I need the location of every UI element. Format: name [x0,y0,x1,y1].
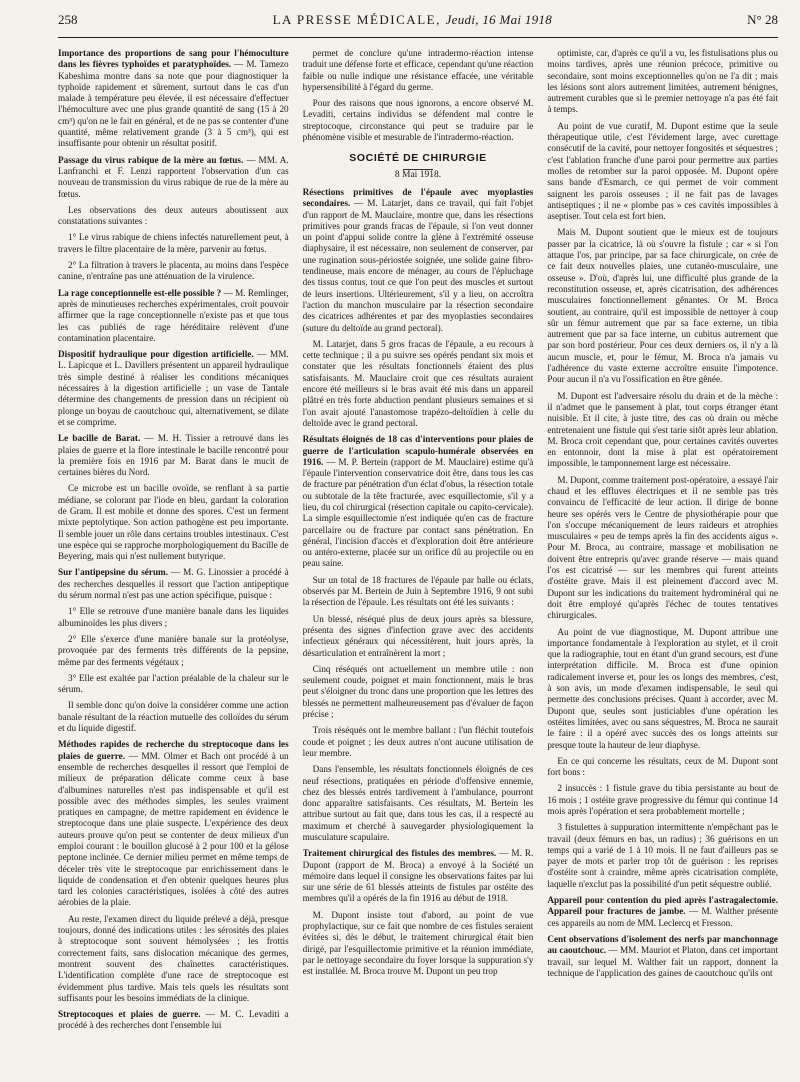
section-heading: SOCIÉTÉ DE CHIRURGIE [349,152,487,165]
article-body: — MM. Mauriot et Platon, dans cet important travail, sur lequel M. Walther fait un rapport, donnent la technique de l'application des gaines de caoutchouc qu'ils ont [547,945,778,978]
article-title: Résultats éloignés de 18 cas d'interventions pour plaies de guerre de l'articulation scapulo-humérale observées en 1916. [302,434,534,467]
article-title: Le bacille de Barat. [58,433,141,444]
issue-number: N° 28 [747,12,778,27]
body-paragraph: Les observations des deux auteurs aboutissent aux constatations suivantes : [58,204,289,227]
article-title: Appareil pour contention du pied après l'astragalectomie. Appareil pour fractures de jambe. [547,895,778,917]
article-body: — MM. L. Lapicque et L. Davillers présentent un appareil hydraulique très simple destiné à réaliser les conditions mécaniques nécessaires à la digestion artificielle ; un vase de Tantale détermine des changements de pression dans un récipient où plonge un boyau de caoutchouc qui, alternativement, se dilate et se comprime. [58,349,289,427]
body-paragraph: 3 fistulettes à suppuration intermittente n'empêchant pas le travail (deux fémurs en bas, un radius) ; 36 guérisons en un temps qui a varié de 1 à 10 mois. Il ne faut d'ailleurs pas se payer de mots et parler trop tôt de guérison : les reprises d'ostéite sont à craindre, même après cicatrisation complète, laquelle n'exclut pas la possibilité d'un petit séquestre oublié. [547,822,778,889]
article-body: — MM. A. Lanfranchi et F. Lenzi rapportent l'observation d'un cas nouveau de transmission du virus rabique de rue de la mère au fœtus. [58,154,289,199]
column-2 [303,48,534,1078]
article-paragraph [58,433,289,478]
article-title: La rage conceptionnelle est-elle possible ? [58,287,222,298]
article-title: Résections primitives de l'épaule avec myoplasties secondaires. [302,186,534,209]
body-paragraph: Au reste, l'examen direct du liquide prélevé a déjà, presque toujours, donné des indications utiles : les sérosités des plaies à streptocoque sont souvent hémolysées ; les frottis correctement faits, sans dislocation mécanique des germes, montrent souvent des chaînettes caractéristiques. L'identification complète d'une race de streptocoque est évidemment plus tardive. Mais tels quels les résultats sont suffisants pour les besoins immédiats de la clinique. [58,913,289,1003]
body-paragraph: 3° Elle est exaltée par l'action préalable de la chaleur sur le sérum. [58,672,289,695]
body-paragraph: 2° La filtration à travers le placenta, au moins dans l'espèce canine, n'entraîne pas une atténuation de la virulence. [58,260,289,282]
article-body: — M. Tamezo Kabeshima montre dans sa note que pour diagnostiquer la typhoïde rapidement et sûrement, surtout dans le cas d'un malade à température peu élevée, il est nécessaire d'effectuer l'hémoculture avec une plus grande quantité de sang (15 à 20 cm³) qu'on ne le fait en général, et de ne pas se contenter d'une quantité, même relativement grande (3 à 5 cm³), qui est insuffisante pour obtenir un résultat positif. [58,59,289,149]
body-paragraph: M. Dupont, comme traitement post-opératoire, a essayé l'air chaud et les effluves électriques et il ne semble pas très convaincu de l'efficacité de leur action. Il dirige de bonne heure ses opérés vers le Centre de physiothérapie pour que l'on s'occupe mécaniquement de leurs raideurs et atrophies musculaires « peu de temps après la fin des accidents aigus ». Pour M. Broca, au contraire, massage et mobilisation ne doivent être entrepris qu'avec grande réserve — mais quand l'os est cicatrisé — sur les membres qui furent atteints d'ostéite grave. Mais il est pleinement d'accord avec M. Dupont sur les indications du traitement hydrominéral qui ne doit être employé qu'après l'échec de toutes tentatives chirurgicales. [547,474,778,621]
article-paragraph [58,48,289,150]
body-paragraph: En ce qui concerne les résultats, ceux de M. Dupont sont fort bons : [547,755,778,778]
article-body: — M. Walther présente ces appareils au nom de MM. Leclercq et Fresson. [547,906,778,928]
page-header [58,12,778,38]
article-paragraph [58,349,289,428]
body-paragraph: M. Latarjet, dans 5 gros fracas de l'épaule, a eu recours à cette technique ; il a pu suivre ses opérés pendant six mois et constater que les résultats fonctionnels étaient des plus satisfaisants. M. Mauclaire croit que ces résultats auraient encore été meilleurs si le bras avait été mis dans un appareil plâtré en très forte abduction pendant plusieurs semaines et si l'on avait ajouté l'anastomose trapézo-deltoïdien à celle du deltoïde avec le grand pectoral. [302,338,534,428]
body-paragraph: Cinq réséqués ont actuellement un membre utile : non seulement coude, poignet et main fonctionnent, mais le bras peut s'éloigner du tronc dans une proportion que les lettres des blessés ne permettent malheureusement pas d'évaluer de façon précise ; [302,663,534,720]
text-columns [58,48,778,1078]
body-paragraph: Sur un total de 18 fractures de l'épaule par balle ou éclats, observés par M. Bertein de Juin à Septembre 1916, 9 ont subi la résection de l'épaule. Les résultats ont été les suivants : [302,574,534,608]
body-paragraph: Il semble donc qu'on doive la considérer comme une action banale résultant de la réaction mutuelle des colloïdes du sérum et du liquide digestif. [58,700,289,734]
column-1 [58,48,289,1078]
article-paragraph [58,739,289,908]
section-date: 8 Mai 1918. [394,169,442,180]
column-3 [547,48,778,1078]
article-body: — M. C. Levaditi a procédé à des recherches dont l'ensemble lui [58,1009,289,1031]
issue-date: Jeudi, 16 Mai 1918 [445,12,553,27]
body-paragraph: Au point de vue curatif, M. Dupont estime que la seule thérapeutique utile, c'est l'évidement large, avec curettage consécutif de la cavité, pour nettoyer fongosités et séquestres ; c'est l'ablation franche d'une paroi pour permettre aux parties molles de retomber sur la paroi opposée. M. Dupont opère sans bande d'Esmarch, ce qui permet de voir comment saignent les parois osseuses ; il ne fait pas de lavages antiseptiques ; il ne « plombe pas » ces cavités impossibles à aseptiser. Tout cela est fort bien. [547,120,778,222]
article-body: — M. R. Dupont (rapport de M. Broca) a envoyé à la Société un mémoire dans lequel il consigne les observations faites par lui sur une série de 61 blessés atteints de fistules par ostéite des membres qu'il a opérés de la fin 1916 au début de 1918. [302,848,534,904]
article-paragraph [58,1009,289,1032]
article-title: Méthodes rapides de recherche du streptocoque dans les plaies de guerre. [58,739,289,761]
body-paragraph: Trois réséqués ont le membre ballant : l'un fléchit toutefois coude et poignet ; les deux autres n'ont aucune utilisation de leur membre. [302,725,534,758]
article-title: Dispositif hydraulique pour digestion artificielle. [58,349,254,360]
body-paragraph: Pour des raisons que nous ignorons, a encore observé M. Levaditi, certains individus se défendent mal contre le streptocoque, circonstance qui peut se traduire par le phénomène visible et mesurable de l'intradermo-réaction. [302,98,534,143]
body-paragraph: 1° Le virus rabique de chiens infectés naturellement peut, à travers le filtre placentaire de la mère, parvenir au fœtus. [58,232,289,254]
article-paragraph [303,848,534,904]
article-body: — M. Latarjet, dans ce travail, qui fait l'objet d'un rapport de M. Mauclaire, montre que, dans les résections primitives pour grands fracas de l'épaule, si l'on veut donner un point d'appui solide contre la glène à l'extrémité osseuse diaphysaire, il est nécessaire, non seulement de conserver, par une rugination sous-périostée soignée, une solide gaine fibro-tendineuse, mais encore de ménager, au cours de l'épluchage des tissus contus, tout ce que l'on peut des muscles et surtout de leurs insertions. Ultérieurement, s'il y a lieu, on accroîtra l'action du manchon musculaire par la résection secondaire des cicatrices adhérentes et par des myoplasties secondaires (suture du deltoïde au grand pectoral). [302,198,534,333]
body-paragraph: Au point de vue diagnostique, M. Dupont attribue une importance fondamentale à l'exploration au stylet, et il croit que la radiographie, tout en étant d'un grand secours, est d'une interprétation difficile. M. Broca est d'une opinion radicalement inverse et, pour les os longs des membres, c'est, à son avis, un mode d'examen indispensable, le seul qui permette des conclusions précises. Quant à accorder, avec M. Dupont que, seules sont justiciables d'une opération les ostéites limitées, avec ou sans séquestres, M. Broca ne saurait le faire : il a opéré avec succès des os longs atteints sur presque toute la hauteur de leur diaphyse. [547,626,778,750]
body-paragraph: M. Dupont insiste tout d'abord, au point de vue prophylactique, sur ce fait que nombre de ces fistules seraient évitées si, dès le début, le traitement chirurgical était bien dirigé, par l'esquillectomie primitive et la réunion immédiate, par le nettoyage secondaire du foyer lorsque la suppuration s'y est installée. M. Broca trouve M. Dupont un peu trop [302,909,534,977]
page-number: 258 [58,12,78,27]
article-title: Streptocoques et plaies de guerre. [58,1009,201,1020]
article-title: Importance des proportions de sang pour l'hémoculture dans les fièvres typhoïdes et paratyphoïdes. [58,48,289,70]
article-paragraph [547,934,778,979]
article-body: — M. P. Bertein (rapport de M. Mauclaire) estime qu'à l'épaule l'intervention conservatrice doit être, dans tous les cas de fracture par pénétration d'un éclat d'obus, la résection totale ou subtotale de la tête fracturée, avec esquillectomie, s'il y a lieu, du col chirurgical (résection capitale ou capito-cervicale). La simple esquillectomie n'est indiquée qu'en cas de fracture parcellaire ou de fracture par contact sans pénétration. En général, l'incision d'accès et d'exploration doit être antérieure ou antéro-externe, placée sur un orifice dû au projectile ou en peau saine. [302,456,534,569]
article-paragraph [58,155,289,200]
body-paragraph: Dans l'ensemble, les résultats fonctionnels éloignés de ces neuf résections, pratiquées en période d'offensive ennemie, chez des blessés entrés tardivement à l'ambulance, pourront donc apparaître satisfaisants. Ces résultats, M. Bertein les attribue surtout au fait que, dans tous les cas, il a respecté au maximum et cherché à sauvegarder physiologiquement la musculature scapulaire. [302,764,534,842]
article-title: Cent observations d'isolement des nerfs par manchonnage au caoutchouc. [547,933,778,956]
article-paragraph [303,187,534,334]
article-title: Passage du virus rabique de la mère au fœtus. [58,154,244,165]
body-paragraph: M. Dupont est l'adversaire résolu du drain et de la mèche : il n'admet que le pansement à plat, tout corps étranger étant nuisible. Et il cite, à juste titre, des cas où drain ou mèche entretenaient une fistule qui s'est tarie sitôt après leur ablation. M. Broca croit cependant que, pour certaines cavités ouvertes en entonnoir, dont la mise à plat est opératoirement impossible, le tamponnement large est nécessaire. [547,390,778,469]
body-paragraph: Mais M. Dupont soutient que le mieux est de toujours passer par la cicatrice, là où s'ouvre la fistule ; car « si l'on attaque l'os, par principe, par sa face chirurgicale, on crée de ce fait deux nouvelles plaies, une cutanéo-musculaire, une osseuse ». D'où, d'après lui, une difficulté plus grande de la reconstitution osseuse, et, après cicatrisation, des adhérences musculaires fonctionnellement gênantes. Or M. Broca soutient, au contraire, qu'il est impossible de nettoyer à coup sûr un fémur autrement que par sa face externe, un tibia autrement que par sa face interne, un cubitus autrement que par son bord postérieur. Pour ces deux derniers os, il n'y a là aucun muscle, et, pour le fémur, M. Broca n'a jamais vu l'adhérence du vaste externe accroître ensuite l'impotence. Pour aucun il n'a vu l'ossification en être gênée. [547,227,778,385]
article-body: — M. G. Linossier a procédé à des recherches desquelles il ressort que l'action antipeptique du sérum normal n'est pas une action spécifique, puisque : [58,567,289,601]
body-paragraph: 2° Elle s'exerce d'une manière banale sur la protéolyse, provoquée par des ferments très différents de la pepsine, même par des ferments végétaux ; [58,633,289,667]
article-body: — M. Remlinger, après de minutieuses recherches expérimentales, croit pouvoir affirmer que la rage conceptionnelle n'existe pas et que tous les cas publiés de rage héréditaire relèvent d'une contamination placentaire. [58,287,289,343]
body-paragraph: Un blessé, réséqué plus de deux jours après sa blessure, présenta des signes d'infection grave avec des accidents infectieux généraux qui nécessitèrent, huit jours après, la désarticulation et entraînèrent la mort ; [302,613,534,658]
article-title: Traitement chirurgical des fistules des membres. [302,848,497,859]
body-paragraph: 1° Elle se retrouve d'une manière banale dans les liquides albuminoïdes les plus divers ; [58,606,289,628]
article-paragraph [58,567,289,601]
journal-title [273,12,553,28]
body-paragraph: 2 insuccès : 1 fistule grave du tibia persistante au bout de 16 mois ; 1 ostéite grave progressive du fémur qui continue 14 mois après l'opération et sera probablement mortelle ; [547,783,778,816]
article-title: Sur l'antipepsine du sérum. [58,567,169,578]
body-paragraph: permet de conclure qu'une intradermo-réaction intense traduit une défense forte et efficace, cependant qu'une réaction faible ou nulle indique une résistance effacée, une véritable hypersensibilité à l'égard du germe. [302,48,534,92]
article-body: — M. H. Tissier a retrouvé dans les plaies de guerre et la flore intestinale le bacille rencontré pour la première fois en 1916 par M. Barat dans le mucit de certaines bières du Nord. [58,433,289,478]
article-body: — MM. Olmer et Bach ont procédé à un ensemble de recherches desquelles il ressort que l'emploi de milieux de préparation délicate comme ceux à base d'albumines naturelles n'est pas indispensable et qu'il est possible avec des méthodes simples, les seules vraiment pratiques en campagne, de mettre rapidement en évidence le streptocoque dans une plaie suspecte. L'expérience des deux auteurs prouve qu'on peut se contenter de deux milieux d'un emploi courant : le bouillon glucosé à 2 pour 100 et la gélose peptone inclinée. Ce dernier milieu permet en même temps de déceler très vite le streptocoque par enrichissement dans le liquide de condensation et d'en obtenir quelques heures plus tard les colonies caractéristiques, isolées à côté des autres aérobies de la plaie. [58,750,289,908]
body-paragraph: Ce microbe est un bacille ovoïde, se renflant à sa partie médiane, se colorant par l'iode en bleu, gardant la coloration de Gram. Il est mobile et donne des spores. C'est un ferment mixte peptolytique. Son action pathogène est peu importante. Il semble jouer un rôle dans certains troubles intestinaux. C'est une espèce qui se rapproche morphologiquement du Bacille de Beyering, mais qui n'est nullement butyrique. [58,483,289,562]
article-paragraph [58,288,289,344]
journal-name: LA PRESSE MÉDICALE, [272,12,441,27]
body-paragraph: optimiste, car, d'après ce qu'il a vu, les fistulisations plus ou moins tardives, après une réunion précoce, primitive ou secondaire, sont moins exceptionnelles qu'on ne l'a dit ; mais les lésions sont alors autrement limitées, autrement bénignes, autrement curables que si le premier nettoyage n'a pas été fait à temps. [547,48,778,115]
article-paragraph [303,434,534,570]
article-paragraph [547,895,778,929]
